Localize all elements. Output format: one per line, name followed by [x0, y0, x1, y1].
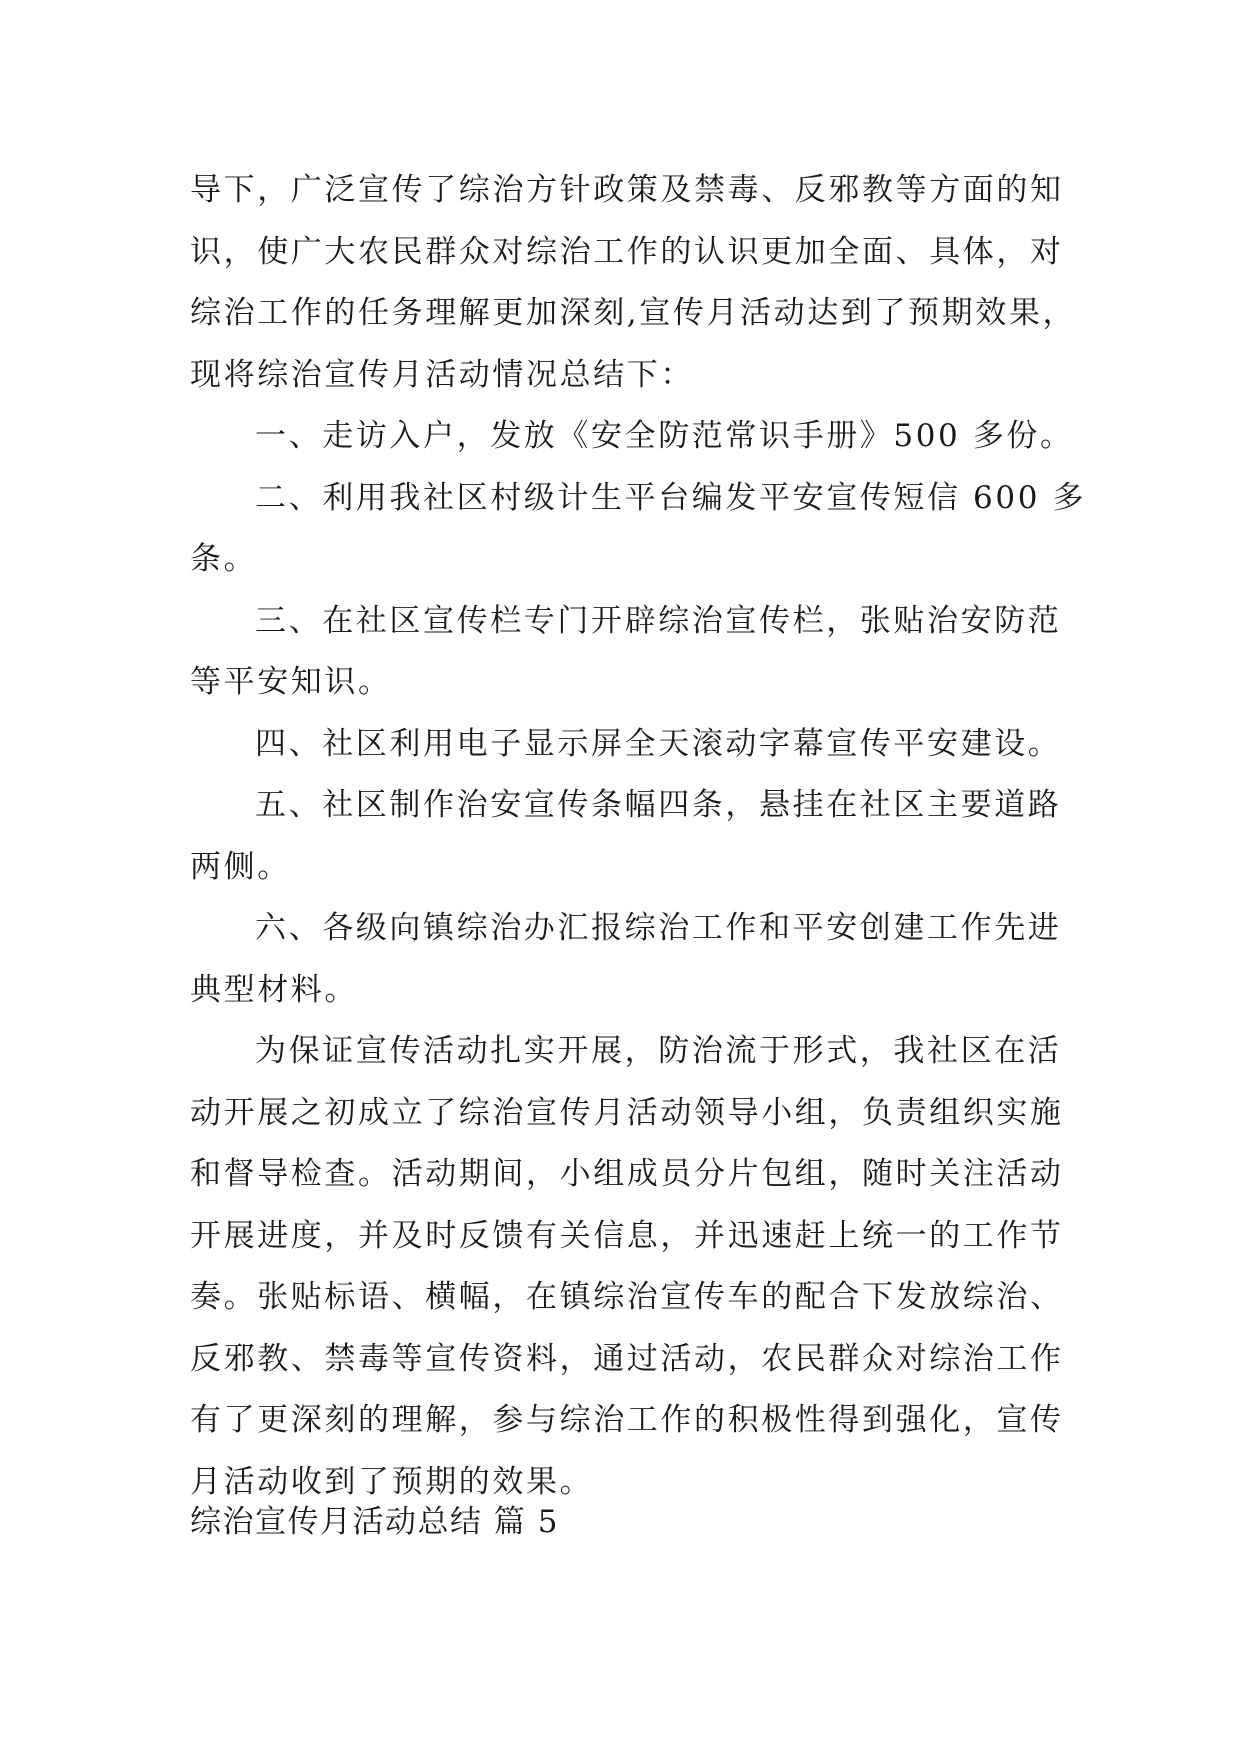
text-line: 综治工作的任务理解更加深刻,宣传月活动达到了预期效果，	[190, 295, 1077, 331]
text-line: 五、社区制作治安宣传条幅四条，悬挂在社区主要道路	[255, 787, 1062, 823]
text-line: 开展进度，并及时反馈有关信息，并迅速赶上统一的工作节	[190, 1217, 1064, 1254]
text-line: 四、社区利用电子显示屏全天滚动字幕宣传平安建设。	[255, 725, 1062, 762]
text-line: 奏。张贴标语、横幅，在镇综治宣传车的配合下发放综治、	[190, 1279, 1064, 1315]
text-line: 月活动收到了预期的效果。	[190, 1463, 594, 1500]
text-line: 一、走访入户，发放《安全防范常识手册》500 多份。	[255, 418, 1074, 454]
text-line: 条。	[190, 541, 258, 577]
text-line: 导下，广泛宣传了综治方针政策及禁毒、反邪教等方面的知	[190, 172, 1064, 208]
text-line: 动开展之初成立了综治宣传月活动领导小组，负责组织实施	[190, 1094, 1064, 1131]
text-line: 六、各级向镇综治办汇报综治工作和平安创建工作先进	[255, 910, 1062, 946]
text-line: 两侧。	[190, 848, 291, 885]
text-line: 反邪教、禁毒等宣传资料，通过活动，农民群众对综治工作	[190, 1340, 1064, 1377]
body-text	[190, 160, 1090, 1513]
text-line: 三、在社区宣传栏专门开辟综治宣传栏，张贴治安防范	[255, 602, 1062, 639]
text-line: 和督导检查。活动期间，小组成员分片包组，随时关注活动	[190, 1156, 1064, 1192]
text-line: 等平安知识。	[190, 664, 392, 700]
text-line: 现将综治宣传月活动情况总结下：	[190, 356, 694, 393]
text-line: 为保证宣传活动扎实开展，防治流于形式，我社区在活	[255, 1033, 1062, 1069]
text-line: 有了更深刻的理解，参与综治工作的积极性得到强化，宣传	[190, 1402, 1064, 1438]
text-line: 识，使广大农民群众对综治工作的认识更加全面、具体，对	[190, 233, 1064, 270]
text-line: 二、利用我社区村级计生平台编发平安宣传短信 600 多	[255, 479, 1087, 516]
text-line: 典型材料。	[190, 971, 358, 1008]
section-heading: 综治宣传月活动总结 篇 5	[190, 1504, 559, 1540]
